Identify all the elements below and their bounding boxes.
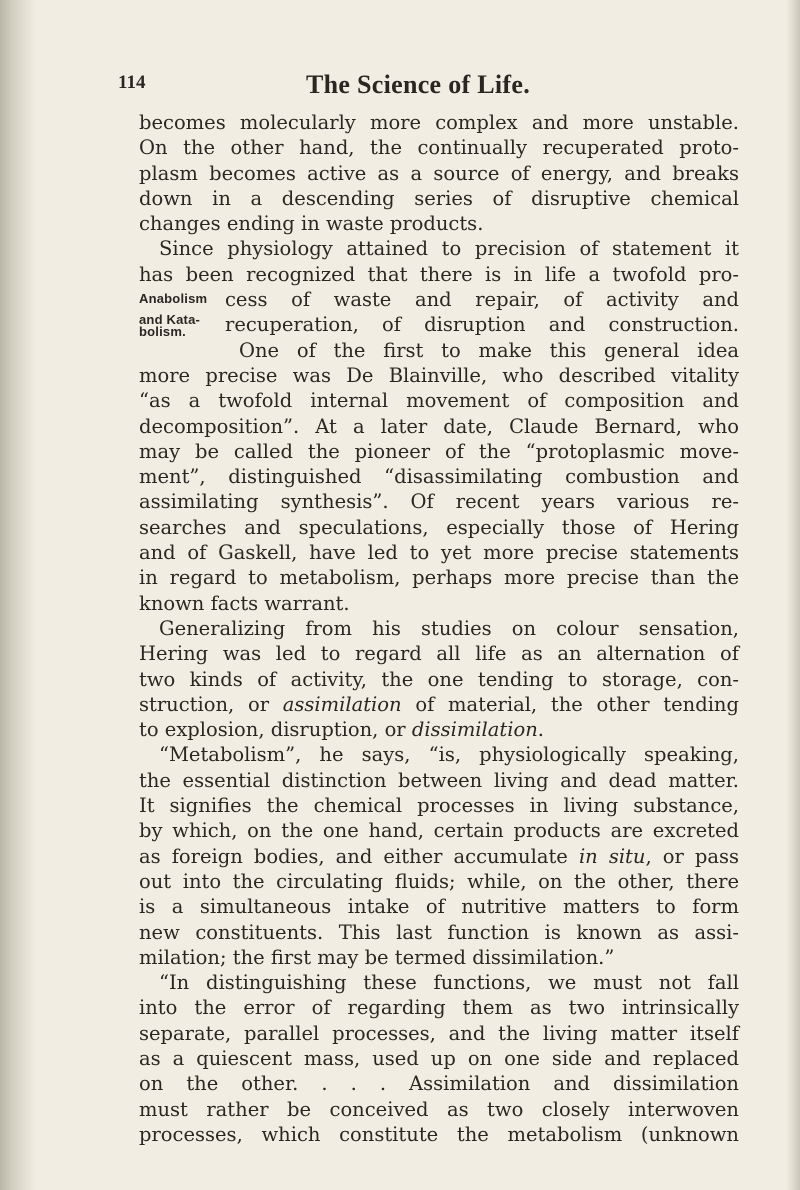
margin-note-block: [139, 287, 739, 363]
text-line: as a quiescent mass, used up on one side and replaced: [139, 1046, 739, 1070]
text-line: is a simultaneous intake of nutritive matters to form: [139, 895, 739, 919]
text-line: plasm becomes active as a source of energy, and breaks: [139, 161, 739, 185]
text-line: “Metabolism”, he says, “is, physiologically speaking,: [159, 743, 739, 767]
running-head: The Science of Life.: [305, 70, 531, 99]
italic-term-assimilation: assimilation: [282, 692, 402, 716]
text-line: milation; the first may be termed dissimilation.”: [139, 945, 615, 969]
text-line: new constituents. This last function is known as assi-: [139, 920, 739, 944]
text-line: known facts warrant.: [139, 591, 350, 615]
text-line: separate, parallel processes, and the living matter itself: [139, 1021, 739, 1045]
text-run: , or pass: [645, 844, 740, 868]
text-run: as foreign bodies, and either accumulate: [139, 844, 579, 868]
text-line: Generalizing from his studies on colour sensation,: [159, 616, 739, 640]
margin-note-line: Anabolism: [139, 291, 208, 307]
text-line: down in a descending series of disruptive chemical: [139, 186, 739, 210]
body-text: [139, 110, 739, 1147]
text-line: on the other. . . . Assimilation and dissimilation: [139, 1072, 739, 1096]
text-line: [139, 844, 739, 869]
text-line: more precise was De Blainville, who described vitality: [139, 363, 739, 387]
page-number: 114: [118, 72, 146, 93]
text-line: has been recognized that there is in life a twofold pro-: [139, 262, 739, 286]
text-line: decomposition”. At a later date, Claude Bernard, who: [139, 414, 739, 438]
text-line: changes ending in waste products.: [139, 212, 484, 236]
text-line: must rather be conceived as two closely interwoven: [139, 1097, 739, 1121]
margin-note-line: bolism.: [139, 324, 186, 340]
margin-note-line: and Kata-: [139, 312, 201, 328]
text-line: cess of waste and repair, of activity and: [225, 288, 739, 312]
text-line: [139, 717, 739, 742]
text-line: “as a twofold internal movement of composition and: [139, 389, 739, 413]
text-line: “In distinguishing these functions, we must not fall: [159, 971, 739, 995]
text-line: Hering was led to regard all life as an alternation of: [139, 642, 739, 666]
text-line: [139, 692, 739, 717]
page-header: [118, 72, 718, 108]
text-line: recuperation, of disruption and construction.: [225, 313, 739, 337]
text-line: in regard to metabolism, perhaps more precise than the: [139, 566, 739, 590]
text-run: to explosion, disruption, or: [139, 718, 412, 742]
text-line: and of Gaskell, have led to yet more precise statements: [139, 541, 739, 565]
text-line: On the other hand, the continually recuperated proto-: [139, 136, 739, 160]
italic-term-dissimilation: dissimilation: [411, 718, 538, 742]
italic-term-in-situ: in situ: [578, 844, 646, 868]
margin-note: [139, 292, 207, 339]
text-run: struction, or: [139, 692, 283, 716]
text-line: may be called the pioneer of the “protoplasmic move-: [139, 439, 739, 463]
text-run: of material, the other tending: [401, 692, 739, 716]
text-line: processes, which constitute the metabolism (unknown: [139, 1122, 739, 1146]
text-line: becomes molecularly more complex and more unstable.: [139, 111, 739, 134]
page-gutter-shadow: [0, 0, 36, 1190]
page-edge-shadow: [786, 0, 800, 1190]
text-line: ment”, distinguished “disassimilating combustion and: [139, 465, 739, 489]
text-line: into the error of regarding them as two intrinsically: [139, 996, 739, 1020]
text-run: .: [537, 718, 544, 742]
text-line: by which, on the one hand, certain products are excreted: [139, 819, 739, 843]
text-line: One of the first to make this general idea: [239, 338, 739, 362]
text-line: out into the circulating fluids; while, on the other, there: [139, 869, 739, 893]
text-line: searches and speculations, especially those of Hering: [139, 515, 739, 539]
text-line: It signifies the chemical processes in living substance,: [139, 794, 739, 818]
text-line: Since physiology attained to precision of statement it: [159, 237, 739, 261]
text-line: the essential distinction between living and dead matter.: [139, 768, 739, 792]
text-line: assimilating synthesis”. Of recent years various re-: [139, 490, 739, 514]
text-line: two kinds of activity, the one tending to storage, con-: [139, 667, 739, 691]
